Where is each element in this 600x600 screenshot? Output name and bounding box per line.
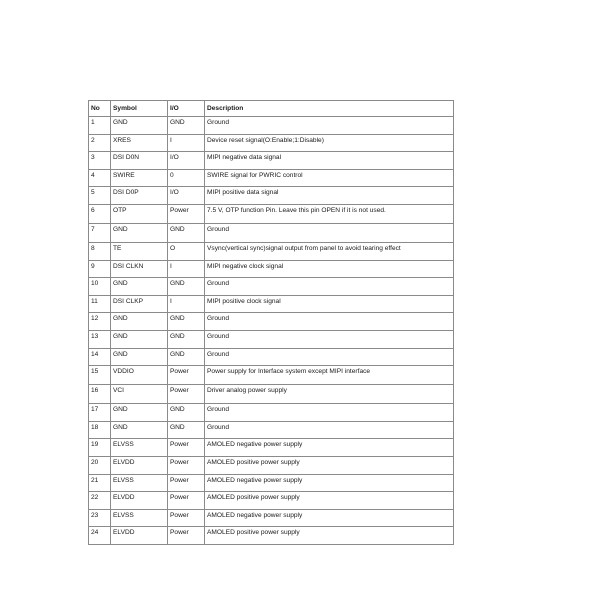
cell-io: GND — [168, 278, 205, 296]
cell-description: MIPI positive clock signal — [205, 295, 454, 313]
cell-description: Power supply for Interface system except MIPI interface — [205, 366, 454, 385]
cell-symbol: ELVSS — [111, 474, 168, 492]
table-row — [89, 242, 454, 260]
header-io: I/O — [168, 101, 205, 117]
cell-io: O — [168, 242, 205, 260]
cell-symbol: GND — [111, 223, 168, 242]
cell-symbol: GND — [111, 348, 168, 366]
cell-io: I/O — [168, 187, 205, 205]
cell-io: I — [168, 295, 205, 313]
cell-description: Ground — [205, 278, 454, 296]
cell-no: 18 — [89, 421, 111, 439]
cell-symbol: GND — [111, 278, 168, 296]
table-row — [89, 295, 454, 313]
cell-description: Ground — [205, 330, 454, 348]
cell-symbol: XRES — [111, 134, 168, 152]
cell-description: AMOLED negative power supply — [205, 474, 454, 492]
cell-io: GND — [168, 421, 205, 439]
cell-io: 0 — [168, 169, 205, 187]
cell-no: 7 — [89, 223, 111, 242]
cell-io: Power — [168, 474, 205, 492]
cell-description: AMOLED positive power supply — [205, 527, 454, 545]
cell-symbol: ELVSS — [111, 439, 168, 457]
cell-no: 23 — [89, 509, 111, 527]
cell-io: I — [168, 134, 205, 152]
cell-no: 22 — [89, 492, 111, 510]
cell-description: Ground — [205, 117, 454, 135]
cell-description: Ground — [205, 404, 454, 422]
cell-no: 12 — [89, 313, 111, 331]
cell-io: Power — [168, 492, 205, 510]
cell-io: GND — [168, 223, 205, 242]
cell-no: 1 — [89, 117, 111, 135]
cell-io: Power — [168, 385, 205, 404]
cell-description: AMOLED negative power supply — [205, 509, 454, 527]
cell-symbol: DSI CLKN — [111, 260, 168, 278]
table-row — [89, 169, 454, 187]
table-row — [89, 509, 454, 527]
cell-no: 17 — [89, 404, 111, 422]
cell-io: Power — [168, 456, 205, 474]
cell-description: AMOLED positive power supply — [205, 492, 454, 510]
cell-symbol: VDDIO — [111, 366, 168, 385]
table-row — [89, 223, 454, 242]
cell-symbol: GND — [111, 313, 168, 331]
header-no: No — [89, 101, 111, 117]
cell-symbol: DSI CLKP — [111, 295, 168, 313]
cell-io: Power — [168, 366, 205, 385]
table-row — [89, 366, 454, 385]
cell-description: MIPI positive data signal — [205, 187, 454, 205]
cell-symbol: ELVDD — [111, 492, 168, 510]
table-row — [89, 204, 454, 223]
cell-description: MIPI negative clock signal — [205, 260, 454, 278]
table-header — [89, 101, 454, 117]
cell-io: GND — [168, 330, 205, 348]
cell-io: I/O — [168, 152, 205, 170]
cell-description: Ground — [205, 313, 454, 331]
table-row — [89, 348, 454, 366]
cell-symbol: DSI D0P — [111, 187, 168, 205]
cell-description: Device reset signal(O:Enable;1:Disable) — [205, 134, 454, 152]
cell-no: 15 — [89, 366, 111, 385]
cell-io: GND — [168, 117, 205, 135]
table-row — [89, 330, 454, 348]
table-row — [89, 117, 454, 135]
table-row — [89, 474, 454, 492]
table-row — [89, 456, 454, 474]
cell-no: 14 — [89, 348, 111, 366]
cell-symbol: DSI D0N — [111, 152, 168, 170]
cell-description: Ground — [205, 223, 454, 242]
cell-no: 11 — [89, 295, 111, 313]
cell-no: 4 — [89, 169, 111, 187]
cell-no: 24 — [89, 527, 111, 545]
header-row — [89, 101, 454, 117]
table-row — [89, 134, 454, 152]
cell-no: 20 — [89, 456, 111, 474]
table-row — [89, 313, 454, 331]
header-symbol: Symbol — [111, 101, 168, 117]
cell-io: I — [168, 260, 205, 278]
cell-no: 10 — [89, 278, 111, 296]
table-body — [89, 117, 454, 545]
table-row — [89, 421, 454, 439]
cell-description: MIPI negative data signal — [205, 152, 454, 170]
table-row — [89, 385, 454, 404]
cell-no: 5 — [89, 187, 111, 205]
cell-description: Driver analog power supply — [205, 385, 454, 404]
cell-no: 21 — [89, 474, 111, 492]
pin-definition-table — [88, 100, 454, 545]
cell-description: AMOLED positive power supply — [205, 456, 454, 474]
table-row — [89, 152, 454, 170]
cell-symbol: GND — [111, 330, 168, 348]
cell-symbol: GND — [111, 117, 168, 135]
cell-no: 13 — [89, 330, 111, 348]
table-row — [89, 187, 454, 205]
table-row — [89, 278, 454, 296]
cell-io: GND — [168, 404, 205, 422]
header-description: Description — [205, 101, 454, 117]
cell-description: Ground — [205, 348, 454, 366]
cell-symbol: GND — [111, 421, 168, 439]
cell-symbol: OTP — [111, 204, 168, 223]
cell-no: 6 — [89, 204, 111, 223]
cell-io: Power — [168, 439, 205, 457]
cell-symbol: GND — [111, 404, 168, 422]
cell-no: 19 — [89, 439, 111, 457]
table-row — [89, 492, 454, 510]
cell-symbol: VCI — [111, 385, 168, 404]
cell-io: GND — [168, 348, 205, 366]
cell-description: Ground — [205, 421, 454, 439]
cell-no: 8 — [89, 242, 111, 260]
cell-description: 7.5 V, OTP function Pin. Leave this pin OPEN if it is not used. — [205, 204, 454, 223]
cell-symbol: TE — [111, 242, 168, 260]
cell-no: 9 — [89, 260, 111, 278]
cell-description: SWIRE signal for PWRIC control — [205, 169, 454, 187]
cell-io: Power — [168, 509, 205, 527]
cell-no: 3 — [89, 152, 111, 170]
cell-io: Power — [168, 527, 205, 545]
cell-description: AMOLED negative power supply — [205, 439, 454, 457]
cell-io: Power — [168, 204, 205, 223]
table-row — [89, 439, 454, 457]
cell-io: GND — [168, 313, 205, 331]
cell-description: Vsync(vertical sync)signal output from panel to avoid tearing effect — [205, 242, 454, 260]
cell-no: 16 — [89, 385, 111, 404]
cell-no: 2 — [89, 134, 111, 152]
cell-symbol: ELVDD — [111, 456, 168, 474]
cell-symbol: ELVSS — [111, 509, 168, 527]
cell-symbol: ELVDD — [111, 527, 168, 545]
table-row — [89, 260, 454, 278]
cell-symbol: SWIRE — [111, 169, 168, 187]
table-row — [89, 404, 454, 422]
table-row — [89, 527, 454, 545]
